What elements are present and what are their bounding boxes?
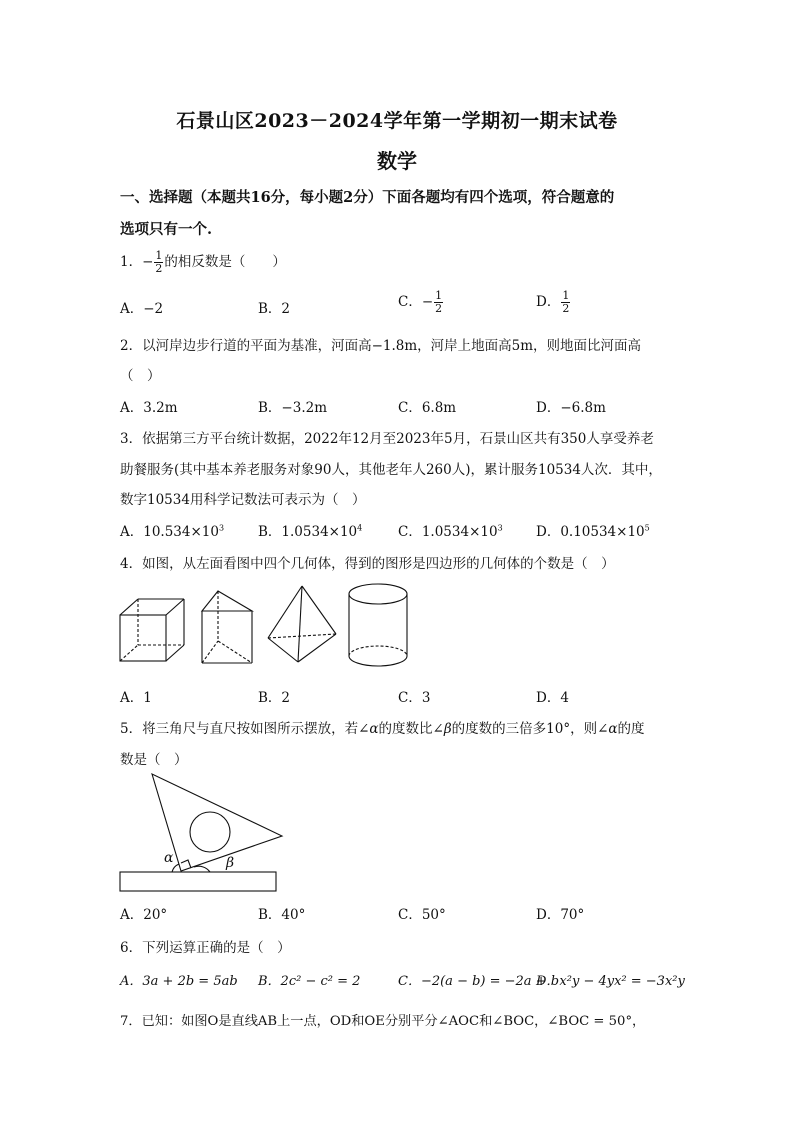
subject-title: 数学 xyxy=(377,149,417,173)
q5-text-b: 的度数比∠ xyxy=(378,721,444,737)
q1-frac-den: 2 xyxy=(155,262,163,275)
q1-c-prefix: C．− xyxy=(398,294,434,310)
figure-beta-label: β xyxy=(226,855,235,871)
q3-line3: 数字10534用科学记数法可表示为（ ） xyxy=(120,492,366,508)
q1-option-d xyxy=(536,290,571,315)
q3-line2: 助餐服务(其中基本养老服务对象90人，其他老年人260人)，累计服务10534人次．其中， xyxy=(120,462,662,478)
q2-option-d: D．−6.8m xyxy=(536,400,606,416)
q5-alpha-2: α xyxy=(608,721,618,737)
q6-option-b: B．2c² − c² = 2 xyxy=(258,974,361,989)
q7-line1: 7．已知：如图O是直线AB上一点，OD和OE分别平分∠AOC和∠BOC，∠BOC = 50°， xyxy=(120,1014,646,1029)
q3-c-exp: 3 xyxy=(497,523,503,533)
q1-c-num: 1 xyxy=(435,289,443,302)
q5-option-a: A．20° xyxy=(120,907,168,923)
q1-option-b: B．2 xyxy=(258,301,291,317)
q3-d-exp: 5 xyxy=(644,523,650,533)
exam-title: 石景山区2023－2024学年第一学期初一期末试卷 xyxy=(176,110,618,132)
q3-a-exp: 3 xyxy=(218,523,225,533)
setsquare-ruler-figure xyxy=(118,772,284,894)
q3-option-a xyxy=(120,520,224,540)
q1-d-den: 2 xyxy=(562,302,570,315)
q1-fraction xyxy=(154,250,163,275)
q5-line2: 数是（ ） xyxy=(120,752,188,768)
q1-suffix: 的相反数是（ ） xyxy=(164,254,286,270)
q6-option-a: A．3a + 2b = 5ab xyxy=(120,974,238,989)
q5-text-a: 5．将三角尺与直尺按如图所示摆放，若∠ xyxy=(120,721,370,737)
section1-heading-line2: 选项只有一个. xyxy=(120,221,213,238)
q6-line1: 6．下列运算正确的是（ ） xyxy=(120,940,291,956)
q5-option-c: C．50° xyxy=(398,907,446,923)
q3-option-b xyxy=(258,520,362,540)
figure-alpha-label: α xyxy=(164,850,174,866)
q1-option-a: A．−2 xyxy=(120,301,164,317)
q2-option-b: B．−3.2m xyxy=(258,400,328,416)
q1-d-prefix: D． xyxy=(536,294,561,310)
q5-option-b: B．40° xyxy=(258,907,306,923)
q2-line2: （ ） xyxy=(120,368,161,384)
q6-option-c: C．−2(a − b) = −2a + b xyxy=(398,974,560,989)
q4-option-b: B．2 xyxy=(258,690,291,706)
q2-option-c: C．6.8m xyxy=(398,400,457,416)
question-1 xyxy=(120,250,286,275)
q5-alpha: α xyxy=(369,721,379,737)
q3-b-exp: 4 xyxy=(357,523,363,533)
cylinder-figure xyxy=(347,582,411,670)
q6-option-d: D．x²y − 4yx² = −3x²y xyxy=(536,974,685,989)
section1-heading-line1: 一、选择题（本题共16分，每小题2分）下面各题均有四个选项，符合题意的 xyxy=(120,189,615,206)
q5-line1 xyxy=(120,717,645,737)
q5-beta: β xyxy=(443,721,452,737)
q3-d-text: D．0.10534×10 xyxy=(536,524,645,540)
q1-option-c xyxy=(398,290,444,315)
q1-prefix: 1．− xyxy=(120,254,154,270)
q3-c-text: C．1.0534×10 xyxy=(398,524,498,540)
q1-frac-num: 1 xyxy=(155,249,163,262)
q3-option-c xyxy=(398,520,503,540)
q2-line1: 2．以河岸边步行道的平面为基准，河面高−1.8m，河岸上地面高5m，则地面比河面高 xyxy=(120,338,642,354)
q5-option-d: D．70° xyxy=(536,907,585,923)
prism-figure xyxy=(198,589,256,665)
q1-c-fraction xyxy=(434,290,443,315)
q5-text-c: 的度数的三倍多10°，则∠ xyxy=(451,721,609,737)
q4-line1: 4．如图，从左面看图中四个几何体，得到的图形是四边形的几何体的个数是（ ） xyxy=(120,556,615,572)
q1-d-num: 1 xyxy=(562,289,570,302)
q3-option-d xyxy=(536,520,650,540)
q2-option-a: A．3.2m xyxy=(120,400,178,416)
q4-option-a: A．1 xyxy=(120,690,152,706)
q4-option-c: C．3 xyxy=(398,690,431,706)
q3-b-text: B．1.0534×10 xyxy=(258,524,358,540)
cube-figure xyxy=(118,597,188,665)
q1-d-fraction xyxy=(561,290,570,315)
q1-c-den: 2 xyxy=(435,302,443,315)
pyramid-figure xyxy=(266,584,340,666)
q4-option-d: D．4 xyxy=(536,690,569,706)
q3-line1: 3．依据第三方平台统计数据，2022年12月至2023年5月，石景山区共有350人享受养老 xyxy=(120,431,654,447)
q3-a-text: A．10.534×10 xyxy=(120,524,219,540)
q5-text-d: 的度 xyxy=(617,721,645,737)
